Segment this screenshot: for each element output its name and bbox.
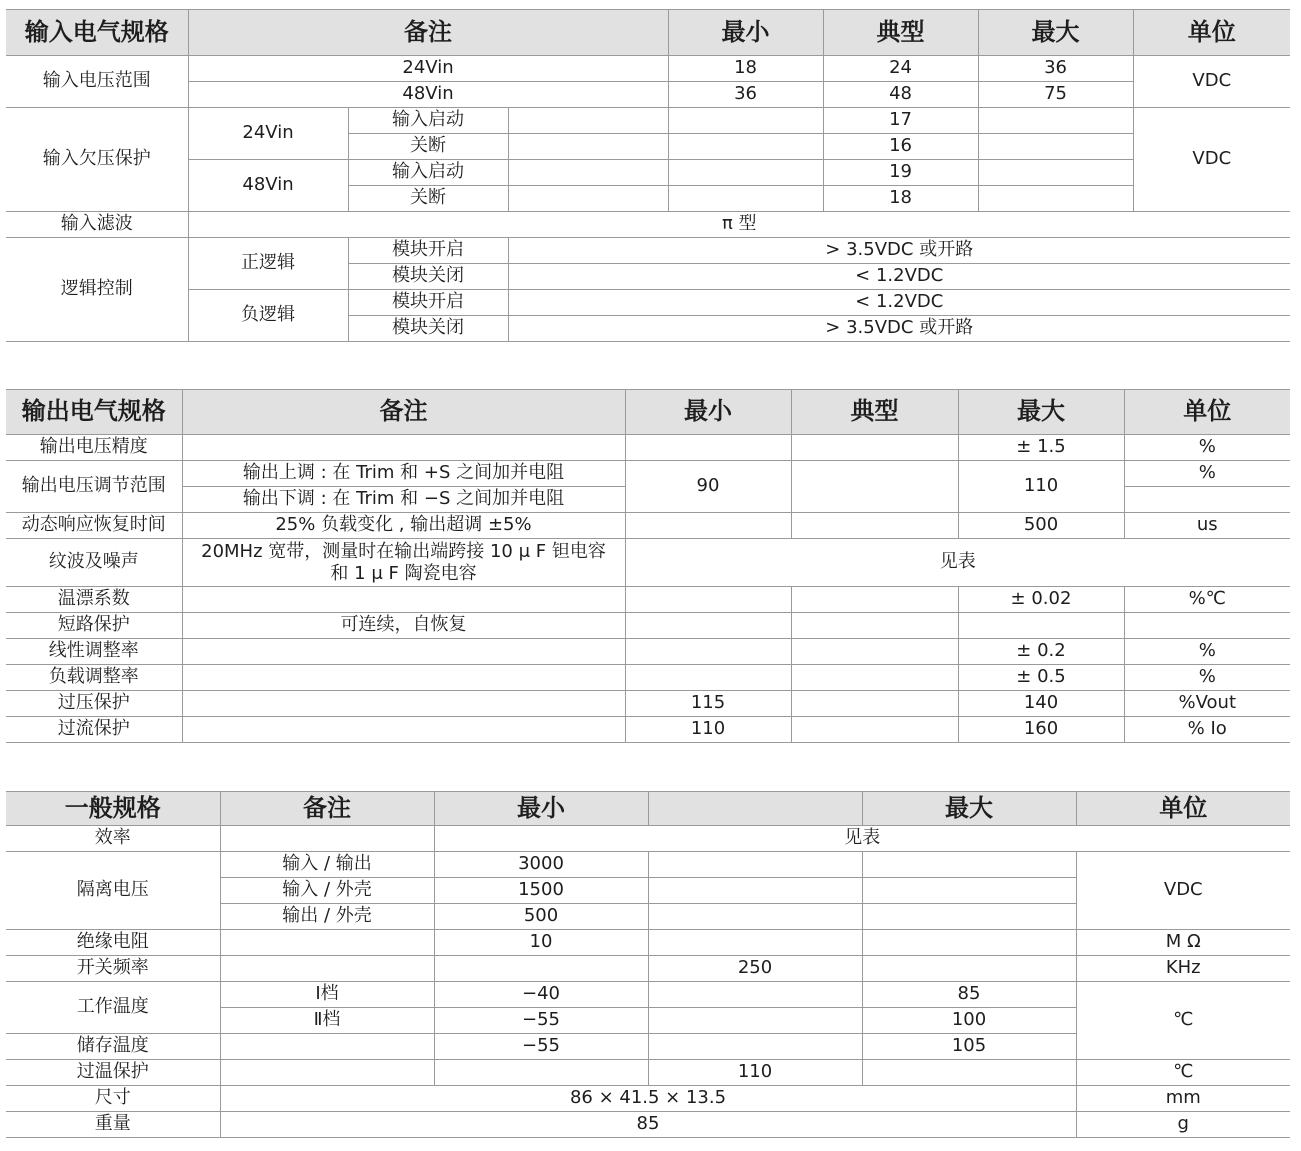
cell-logic-value: > 3.5VDC 或开路: [508, 238, 1290, 264]
cell-note: [182, 639, 625, 665]
cell-max: 160: [958, 717, 1124, 743]
cell-max: [978, 160, 1133, 186]
cell-unit: %: [1124, 639, 1290, 665]
cell-max: [862, 930, 1076, 956]
cell-unit: ℃: [1076, 982, 1290, 1060]
cell-note: Ⅱ档: [220, 1008, 434, 1034]
cell-min: [625, 513, 791, 539]
cell-unit: %: [1124, 461, 1290, 487]
cell-note: [220, 956, 434, 982]
cell-max: 110: [958, 461, 1124, 513]
cell-typ: 16: [823, 134, 978, 160]
cell-unit: [1124, 613, 1290, 639]
cell-min: 1500: [434, 878, 648, 904]
row-label-switching: 开关频率: [6, 956, 220, 982]
cell-logic-value: > 3.5VDC 或开路: [508, 316, 1290, 342]
cell-note: [182, 435, 625, 461]
ripple-note-line1: 20MHz 宽带，测量时在输出端跨接 10 μ F 钽电容: [201, 540, 606, 562]
cell-unit: g: [1076, 1112, 1290, 1138]
cell-max: 100: [862, 1008, 1076, 1034]
cell-group: 正逻辑: [188, 238, 348, 290]
row-label-size: 尺寸: [6, 1086, 220, 1112]
cell-condition: 输入启动: [348, 108, 508, 134]
cell-max: 36: [978, 56, 1133, 82]
row-label-filter: 输入滤波: [6, 212, 188, 238]
cell-unit: us: [1124, 513, 1290, 539]
header-unit: 单位: [1124, 390, 1290, 435]
cell-unit: VDC: [1133, 56, 1290, 108]
cell-max: [862, 878, 1076, 904]
cell-max: 105: [862, 1034, 1076, 1060]
cell-max: [958, 613, 1124, 639]
cell-unit: VDC: [1133, 108, 1290, 212]
cell-typ: [791, 639, 958, 665]
cell-condition: 模块关闭: [348, 316, 508, 342]
cell-typ: [791, 665, 958, 691]
cell-typ: 24: [823, 56, 978, 82]
row-label-uvlo: 输入欠压保护: [6, 108, 188, 212]
cell-unit: mm: [1076, 1086, 1290, 1112]
cell-max: 500: [958, 513, 1124, 539]
cell-max: [978, 186, 1133, 212]
cell-filter-value: π 型: [188, 212, 1290, 238]
cell-empty: [508, 160, 668, 186]
header-min: 最小: [625, 390, 791, 435]
cell-min: [434, 1060, 648, 1086]
cell-group: 负逻辑: [188, 290, 348, 342]
cell-note: Ⅰ档: [220, 982, 434, 1008]
cell-typ: [648, 852, 862, 878]
cell-min: [668, 134, 823, 160]
cell-min: [625, 639, 791, 665]
row-label-isolation: 隔离电压: [6, 852, 220, 930]
cell-max: 85: [862, 982, 1076, 1008]
cell-max: [978, 108, 1133, 134]
cell-min: [668, 108, 823, 134]
cell-note: 可连续，自恢复: [182, 613, 625, 639]
cell-typ: 18: [823, 186, 978, 212]
cell-min: 500: [434, 904, 648, 930]
row-label-temp-coeff: 温漂系数: [6, 587, 182, 613]
cell-min: 90: [625, 461, 791, 513]
cell-max: [862, 904, 1076, 930]
row-label-operating-temp: 工作温度: [6, 982, 220, 1034]
cell-typ: 250: [648, 956, 862, 982]
cell-min: 115: [625, 691, 791, 717]
header-max: 最大: [862, 792, 1076, 826]
cell-min: [625, 665, 791, 691]
cell-note: [182, 691, 625, 717]
row-label-weight: 重量: [6, 1112, 220, 1138]
header-note: 备注: [220, 792, 434, 826]
cell-note: 输出下调 : 在 Trim 和 −S 之间加并电阻: [182, 487, 625, 513]
header-unit: 单位: [1076, 792, 1290, 826]
cell-unit: KHz: [1076, 956, 1290, 982]
header-unit: 单位: [1133, 10, 1290, 56]
cell-max: 75: [978, 82, 1133, 108]
cell-min: −55: [434, 1034, 648, 1060]
cell-typ: 17: [823, 108, 978, 134]
cell-note: 输入 / 外壳: [220, 878, 434, 904]
row-label-otp: 过温保护: [6, 1060, 220, 1086]
cell-typ: [791, 513, 958, 539]
cell-size-value: 86 × 41.5 × 13.5: [220, 1086, 1076, 1112]
ripple-note-line2: 和 1 μ F 陶瓷电容: [330, 562, 477, 584]
cell-note: [182, 539, 625, 587]
cell-typ: [648, 982, 862, 1008]
cell-min: [668, 160, 823, 186]
cell-unit: [1124, 487, 1290, 513]
cell-weight-value: 85: [220, 1112, 1076, 1138]
cell-unit: M Ω: [1076, 930, 1290, 956]
cell-max: 140: [958, 691, 1124, 717]
row-label-ripple: 纹波及噪声: [6, 539, 182, 587]
row-label-storage-temp: 储存温度: [6, 1034, 220, 1060]
cell-min: −55: [434, 1008, 648, 1034]
cell-unit: % Io: [1124, 717, 1290, 743]
cell-unit: %: [1124, 665, 1290, 691]
header-typ: 典型: [823, 10, 978, 56]
row-label-efficiency: 效率: [6, 826, 220, 852]
cell-typ: 19: [823, 160, 978, 186]
cell-typ: [791, 461, 958, 513]
cell-min: [625, 435, 791, 461]
cell-note: [220, 1060, 434, 1086]
cell-unit: %℃: [1124, 587, 1290, 613]
cell-typ: [648, 1034, 862, 1060]
cell-typ: [648, 878, 862, 904]
row-label-ocp: 过流保护: [6, 717, 182, 743]
cell-min: 18: [668, 56, 823, 82]
cell-condition: 模块开启: [348, 290, 508, 316]
cell-max: ± 0.5: [958, 665, 1124, 691]
cell-max: ± 0.2: [958, 639, 1124, 665]
header-note: 备注: [188, 10, 668, 56]
cell-min: 10: [434, 930, 648, 956]
cell-note: [220, 930, 434, 956]
general-spec-table: [6, 791, 1290, 1138]
cell-note: [182, 717, 625, 743]
cell-typ: [791, 717, 958, 743]
cell-condition: 模块关闭: [348, 264, 508, 290]
cell-typ: 110: [648, 1060, 862, 1086]
cell-efficiency-value: 见表: [434, 826, 1290, 852]
cell-logic-value: < 1.2VDC: [508, 290, 1290, 316]
cell-note: 24Vin: [188, 56, 668, 82]
cell-logic-value: < 1.2VDC: [508, 264, 1290, 290]
cell-min: [625, 587, 791, 613]
cell-max: ± 1.5: [958, 435, 1124, 461]
header-general-spec: 一般规格: [6, 792, 220, 826]
cell-min: −40: [434, 982, 648, 1008]
cell-min: 3000: [434, 852, 648, 878]
cell-typ: [791, 587, 958, 613]
row-label-adjust: 输出电压调节范围: [6, 461, 182, 513]
row-label-short: 短路保护: [6, 613, 182, 639]
cell-max: [862, 1060, 1076, 1086]
cell-typ: [648, 930, 862, 956]
cell-max: ± 0.02: [958, 587, 1124, 613]
row-label-accuracy: 输出电压精度: [6, 435, 182, 461]
cell-note: 输出上调 : 在 Trim 和 +S 之间加并电阻: [182, 461, 625, 487]
cell-group: 24Vin: [188, 108, 348, 160]
cell-typ: [791, 691, 958, 717]
header-min: 最小: [434, 792, 648, 826]
cell-note: 25% 负载变化 , 输出超调 ±5%: [182, 513, 625, 539]
output-spec-table: [6, 389, 1290, 743]
cell-max: [978, 134, 1133, 160]
cell-condition: 关断: [348, 134, 508, 160]
row-label-transient: 动态响应恢复时间: [6, 513, 182, 539]
cell-note: [220, 826, 434, 852]
cell-ripple-value: 见表: [625, 539, 1290, 587]
cell-condition: 关断: [348, 186, 508, 212]
row-label-input-voltage: 输入电压范围: [6, 56, 188, 108]
input-spec-table: [6, 9, 1290, 342]
cell-unit: %: [1124, 435, 1290, 461]
header-note: 备注: [182, 390, 625, 435]
cell-condition: 模块开启: [348, 238, 508, 264]
row-label-insulation: 绝缘电阻: [6, 930, 220, 956]
cell-typ: [648, 904, 862, 930]
cell-condition: 输入启动: [348, 160, 508, 186]
cell-min: 110: [625, 717, 791, 743]
cell-typ: 48: [823, 82, 978, 108]
cell-unit: %Vout: [1124, 691, 1290, 717]
cell-max: [862, 852, 1076, 878]
header-min: 最小: [668, 10, 823, 56]
row-label-line-reg: 线性调整率: [6, 639, 182, 665]
header-max: 最大: [958, 390, 1124, 435]
cell-min: 36: [668, 82, 823, 108]
cell-min: [434, 956, 648, 982]
cell-note: [182, 665, 625, 691]
cell-note: 输出 / 外壳: [220, 904, 434, 930]
row-label-logic: 逻辑控制: [6, 238, 188, 342]
cell-typ: [648, 1008, 862, 1034]
row-label-ovp: 过压保护: [6, 691, 182, 717]
header-typ: [648, 792, 862, 826]
header-max: 最大: [978, 10, 1133, 56]
row-label-load-reg: 负载调整率: [6, 665, 182, 691]
cell-group: 48Vin: [188, 160, 348, 212]
header-input-spec: 输入电气规格: [6, 10, 188, 56]
header-typ: 典型: [791, 390, 958, 435]
cell-unit: VDC: [1076, 852, 1290, 930]
cell-empty: [508, 108, 668, 134]
cell-note: [220, 1034, 434, 1060]
cell-unit: ℃: [1076, 1060, 1290, 1086]
cell-min: [625, 613, 791, 639]
cell-min: [668, 186, 823, 212]
cell-empty: [508, 186, 668, 212]
cell-note: [182, 587, 625, 613]
cell-note: 输入 / 输出: [220, 852, 434, 878]
cell-typ: [791, 613, 958, 639]
cell-max: [862, 956, 1076, 982]
cell-typ: [791, 435, 958, 461]
cell-note: 48Vin: [188, 82, 668, 108]
header-output-spec: 输出电气规格: [6, 390, 182, 435]
cell-empty: [508, 134, 668, 160]
